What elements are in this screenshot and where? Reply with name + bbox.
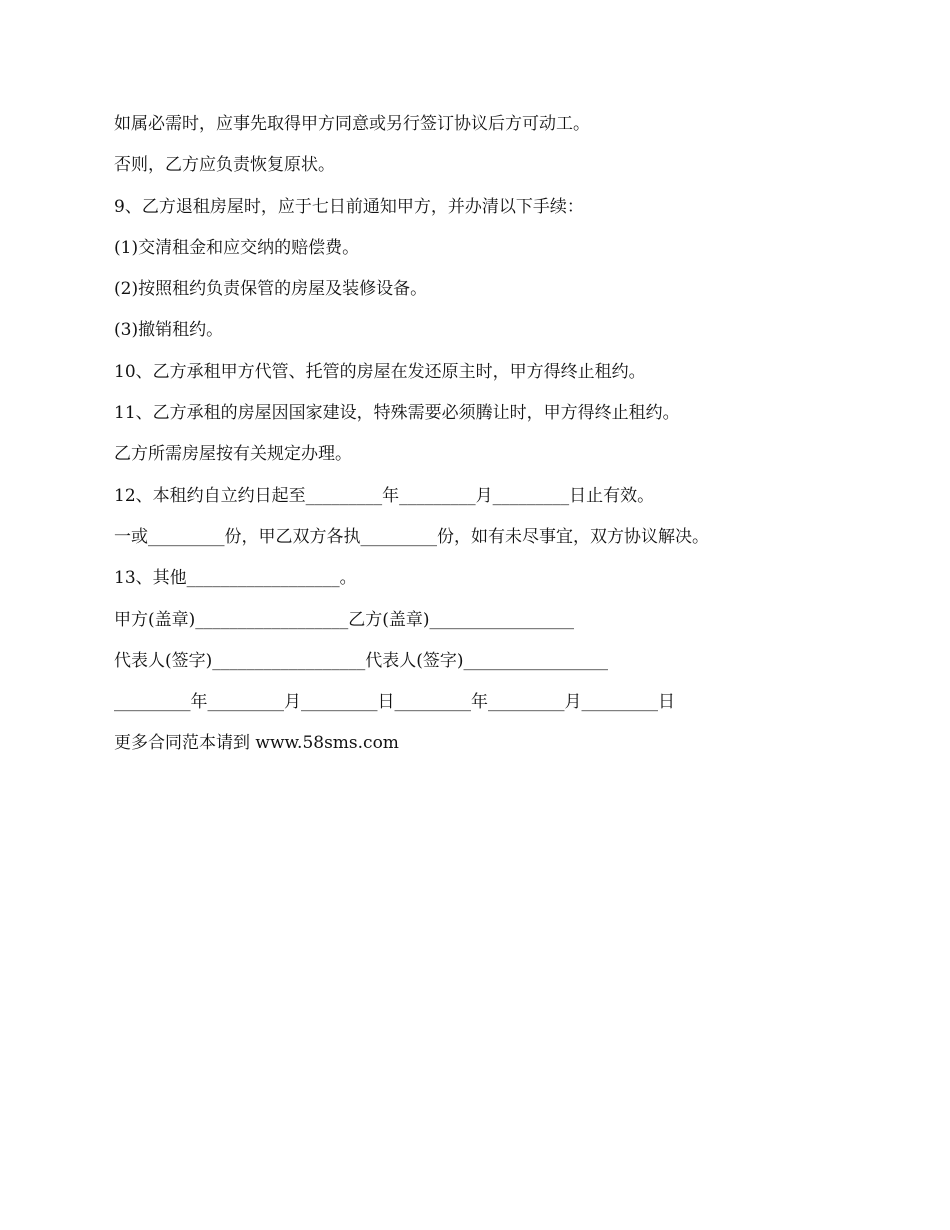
signature-line: 代表人(签字)__________________代表人(签字)_________________ — [114, 650, 609, 671]
clause-text-line: 否则，乙方应负责恢复原状。 — [114, 155, 335, 176]
document-body — [114, 111, 894, 772]
clause-10: 10、乙方承租甲方代管、托管的房屋在发还原主时，甲方得终止租约。 — [114, 361, 646, 382]
footer-source-line: 更多合同范本请到 www.58sms.com — [114, 733, 399, 754]
date-line: _________年_________月_________日_________年_________月_________日 — [114, 692, 675, 713]
clause-9-item-1: (1)交清租金和应交纳的赔偿费。 — [114, 237, 360, 258]
clause-11: 11、乙方承租的房屋因国家建设，特殊需要必须腾让时，甲方得终止租约。 — [114, 403, 680, 424]
clause-13: 13、其他__________________。 — [114, 568, 357, 589]
seal-line: 甲方(盖章)__________________乙方(盖章)_________________ — [114, 609, 575, 630]
clause-11-continued: 乙方所需房屋按有关规定办理。 — [114, 444, 352, 465]
clause-9-heading: 9、乙方退租房屋时，应于七日前通知甲方，并办清以下手续： — [114, 196, 584, 217]
clause-9-item-2: (2)按照租约负责保管的房屋及装修设备。 — [114, 279, 428, 300]
clause-9-item-3: (3)撤销租约。 — [114, 320, 224, 341]
clause-12: 12、本租约自立约日起至_________年_________月_________日止有效。 — [114, 485, 655, 506]
clause-text-line: 如属必需时，应事先取得甲方同意或另行签订协议后方可动工。 — [114, 114, 590, 134]
copies-line: 一或_________份，甲乙双方各执_________份，如有未尽事宜，双方协议解决。 — [114, 526, 709, 547]
